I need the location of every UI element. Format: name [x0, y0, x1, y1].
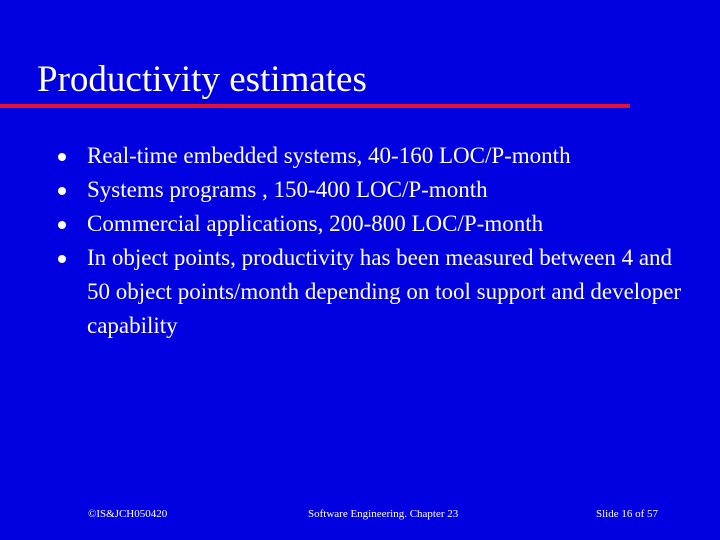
footer-copyright: ©IS&JCH050420 — [88, 508, 168, 520]
footer-course-title: Software Engineering. Chapter 23 — [308, 508, 459, 520]
bullet-item — [58, 173, 698, 207]
bullet-text: Real-time embedded systems, 40-160 LOC/P-month — [87, 143, 571, 168]
bullet-text: Systems programs , 150-400 LOC/P-month — [87, 177, 488, 202]
footer-slide-number: Slide 16 of 57 — [596, 508, 659, 520]
bullet-dot-icon — [58, 187, 66, 195]
bullet-item — [58, 139, 698, 173]
bullet-list — [58, 139, 698, 343]
bullet-text: Commercial applications, 200-800 LOC/P-month — [87, 211, 544, 236]
bullet-dot-icon — [58, 255, 66, 263]
bullet-item — [58, 241, 698, 343]
bullet-item — [58, 207, 698, 241]
bullet-dot-icon — [58, 221, 66, 229]
title-underline-rule — [0, 104, 630, 108]
bullet-text: In object points, productivity has been measured between 4 and 50 object points/month depending on tool support and developer capability — [87, 245, 682, 338]
bullet-dot-icon — [58, 153, 66, 161]
slide-title: Productivity estimates — [37, 59, 367, 100]
